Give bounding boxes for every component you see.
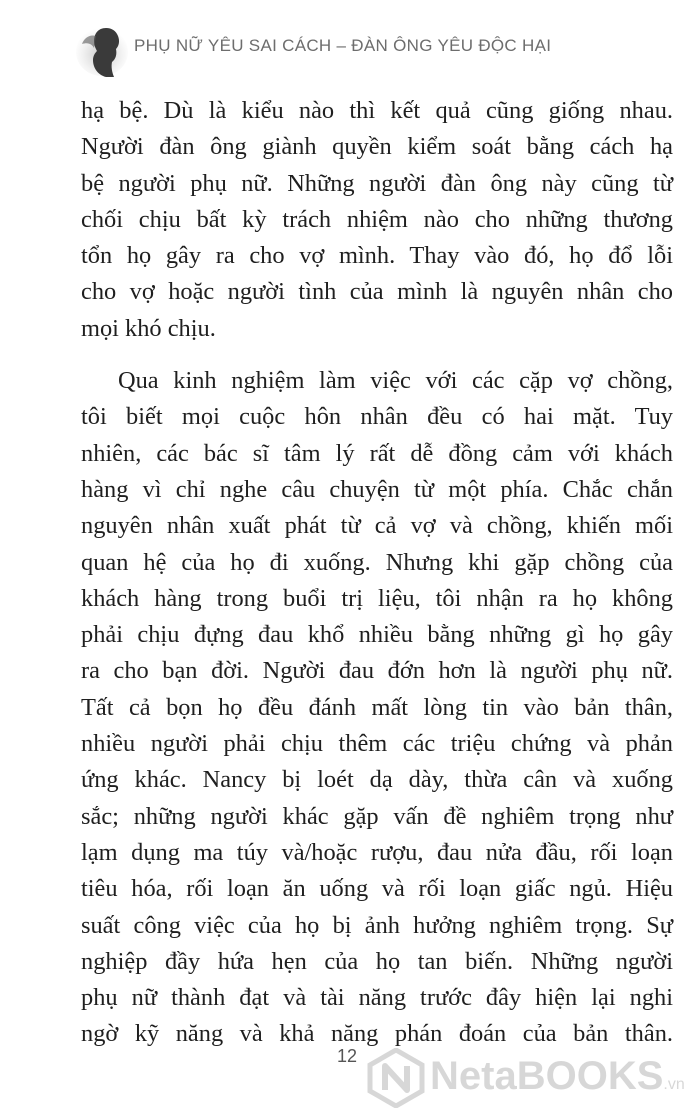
body-text xyxy=(81,93,673,1053)
text-line: bệ người phụ nữ. Những người đàn ông này cũng từ xyxy=(81,169,673,197)
watermark-brand-name: NetaBOOKS xyxy=(430,1054,664,1098)
text-line: tôi biết mọi cuộc hôn nhân đều có hai mặt. Tuy xyxy=(81,403,673,431)
text-line: phải chịu đựng đau khổ nhiều bằng những gì họ gây xyxy=(81,621,673,649)
woman-silhouette-icon xyxy=(76,22,136,78)
watermark-tld: .vn xyxy=(663,1076,685,1093)
text-line: nghiệp đầy hứa hẹn của họ tan biến. Những người xyxy=(81,947,673,975)
text-line: ra cho bạn đời. Người đau đớn hơn là người phụ nữ. xyxy=(81,657,673,685)
watermark-brand xyxy=(430,1054,685,1099)
text-line: tiêu hóa, rối loạn ăn uống và rối loạn giấc ngủ. Hiệu xyxy=(81,875,673,903)
text-line: lạm dụng ma túy và/hoặc rượu, đau nửa đầu, rối loạn xyxy=(81,838,673,866)
text-line: nhiều người phải chịu thêm các triệu chứng và phản xyxy=(81,730,673,758)
text-line: Qua kinh nghiệm làm việc với các cặp vợ chồng, xyxy=(118,367,673,395)
text-line: quan hệ của họ đi xuống. Nhưng khi gặp chồng của xyxy=(81,548,673,576)
watermark xyxy=(366,1048,696,1112)
text-line: nguyên nhân xuất phát từ cả vợ và chồng, khiến mối xyxy=(81,512,673,540)
running-header xyxy=(76,22,676,78)
text-line: ứng khác. Nancy bị loét dạ dày, thừa cân và xuống xyxy=(81,766,673,794)
running-title: PHỤ NỮ YÊU SAI CÁCH – ĐÀN ÔNG YÊU ĐỘC HẠI xyxy=(134,36,552,55)
text-line: Người đàn ông giành quyền kiểm soát bằng cách hạ xyxy=(81,133,673,161)
text-line: phụ nữ thành đạt và tài năng trước đây hiện lại nghi xyxy=(81,984,673,1012)
text-line: suất công việc của họ bị ảnh hưởng nghiêm trọng. Sự xyxy=(81,911,673,939)
page-number: 12 xyxy=(336,1046,358,1066)
text-line: sắc; những người khác gặp vấn đề nghiêm trọng như xyxy=(81,802,673,830)
text-line: tổn họ gây ra cho vợ mình. Thay vào đó, họ đổ lỗi xyxy=(81,242,673,270)
paragraph-gap xyxy=(81,347,673,363)
text-line: khách hàng trong buổi trị liệu, tôi nhận ra họ không xyxy=(81,584,673,612)
text-line: ngờ kỹ năng và khả năng phán đoán của bản thân. xyxy=(81,1020,673,1048)
netabooks-logo-icon xyxy=(366,1048,426,1108)
text-line: nhiên, các bác sĩ tâm lý rất dễ đồng cảm với khách xyxy=(81,439,673,467)
text-line: Tất cả bọn họ đều đánh mất lòng tin vào bản thân, xyxy=(81,693,673,721)
text-line: cho vợ hoặc người tình của mình là nguyên nhân cho xyxy=(81,278,673,306)
text-line: hạ bệ. Dù là kiểu nào thì kết quả cũng giống nhau. xyxy=(81,97,673,124)
text-line: mọi khó chịu. xyxy=(81,314,216,342)
text-line: hàng vì chỉ nghe câu chuyện từ một phía. Chắc chắn xyxy=(81,475,673,503)
text-line: chối chịu bất kỳ trách nhiệm nào cho những thương xyxy=(81,205,673,233)
